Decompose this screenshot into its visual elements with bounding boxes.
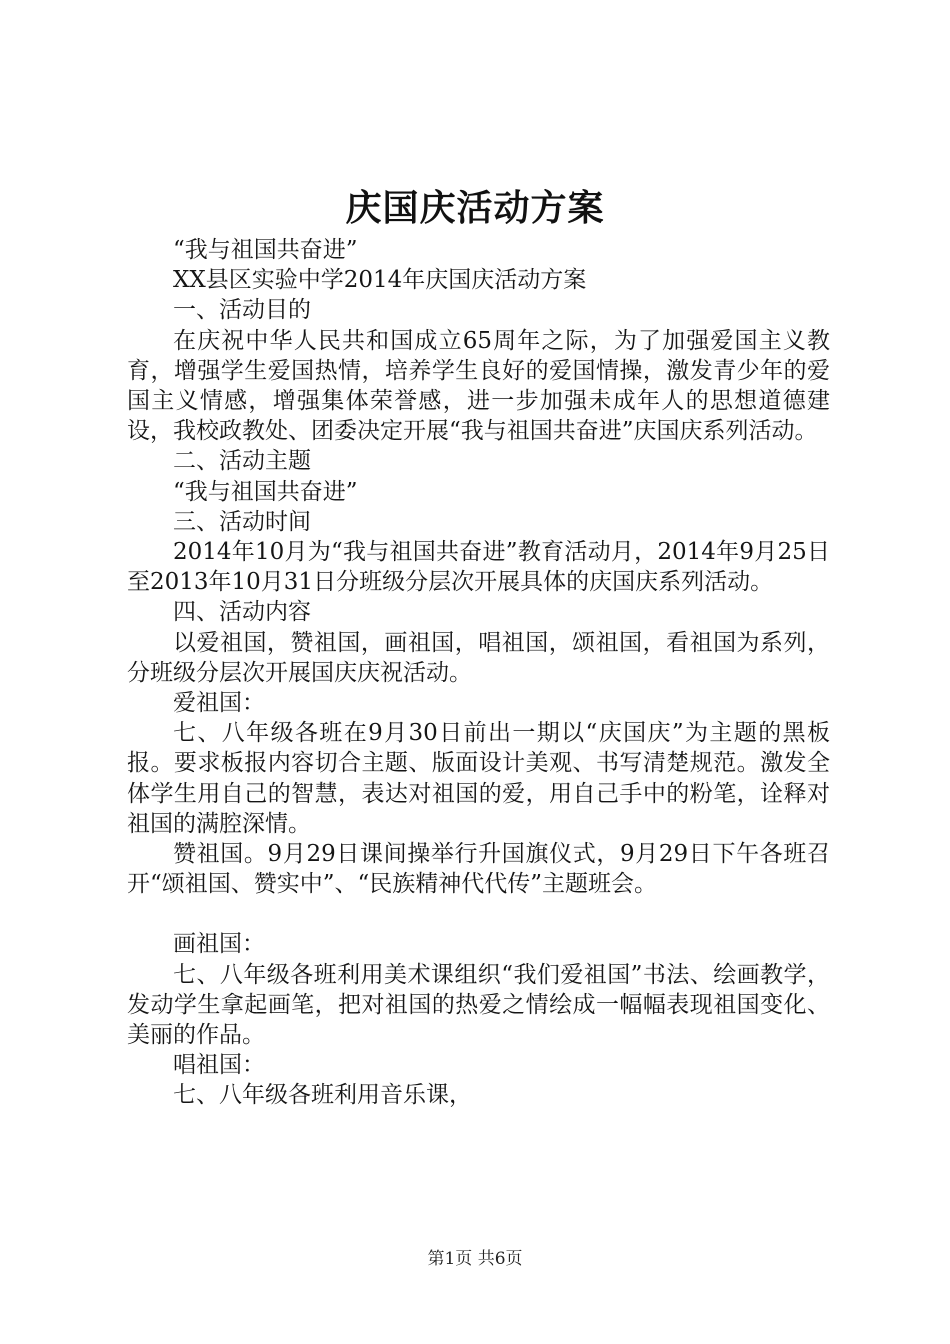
paragraph-purpose: 在庆祝中华人民共和国成立65周年之际，为了加强爱国主义教育，增强学生爱国热情，培养学生良好的爱国情操，激发青少年的爱国主义情感，增强集体荣誉感，进一步加强未成年人的思想道德建设，我校政教处、团委决定开展“我与祖国共奋进”庆国庆系列活动。 — [127, 327, 830, 445]
subheading-sing: 唱祖国： — [173, 1052, 265, 1079]
document-title: 庆国庆活动方案 — [345, 187, 605, 229]
section-heading-theme: 二、活动主题 — [173, 448, 311, 475]
blank-line — [127, 899, 830, 929]
subheading-love: 爱祖国： — [173, 690, 265, 717]
paragraph-slogan: “我与祖国共奋进” — [173, 237, 358, 263]
section-heading-content: 四、活动内容 — [173, 599, 311, 626]
section-heading-time: 三、活动时间 — [173, 508, 311, 535]
paragraph-theme: “我与祖国共奋进” — [173, 478, 358, 505]
paragraph-content: 以爱祖国，赞祖国，画祖国，唱祖国，颂祖国，看祖国为系列，分班级分层次开展国庆庆祝活动。 — [127, 629, 830, 686]
section-heading-purpose: 一、活动目的 — [173, 297, 311, 324]
paragraph-time: 2014年10月为“我与祖国共奋进”教育活动月，2014年9月25日至2013年10月31日分班级分层次开展具体的庆国庆系列活动。 — [127, 539, 830, 596]
document-body — [127, 235, 830, 1111]
paragraph-praise: 赞祖国。9月29日课间操举行升国旗仪式，9月29日下午各班召开“颂祖国、赞实中”、“民族精神代代传”主题班会。 — [127, 841, 830, 898]
paragraph-love: 七、八年级各班在9月30日前出一期以“庆国庆”为主题的黑板报。要求板报内容切合主题、版面设计美观、书写清楚规范。激发全体学生用自己的智慧，表达对祖国的爱，用自己手中的粉笔，诠释对祖国的满腔深情。 — [127, 720, 830, 837]
subheading-paint: 画祖国： — [173, 931, 265, 958]
page-indicator: 第1页 共6页 — [427, 1249, 523, 1269]
paragraph-paint: 七、八年级各班利用美术课组织“我们爱祖国”书法、绘画教学，发动学生拿起画笔，把对祖国的热爱之情绘成一幅幅表现祖国变化、美丽的作品。 — [127, 961, 830, 1049]
paragraph-subtitle: XX县区实验中学2014年庆国庆活动方案 — [173, 267, 587, 294]
paragraph-sing: 七、八年级各班利用音乐课， — [173, 1082, 472, 1109]
